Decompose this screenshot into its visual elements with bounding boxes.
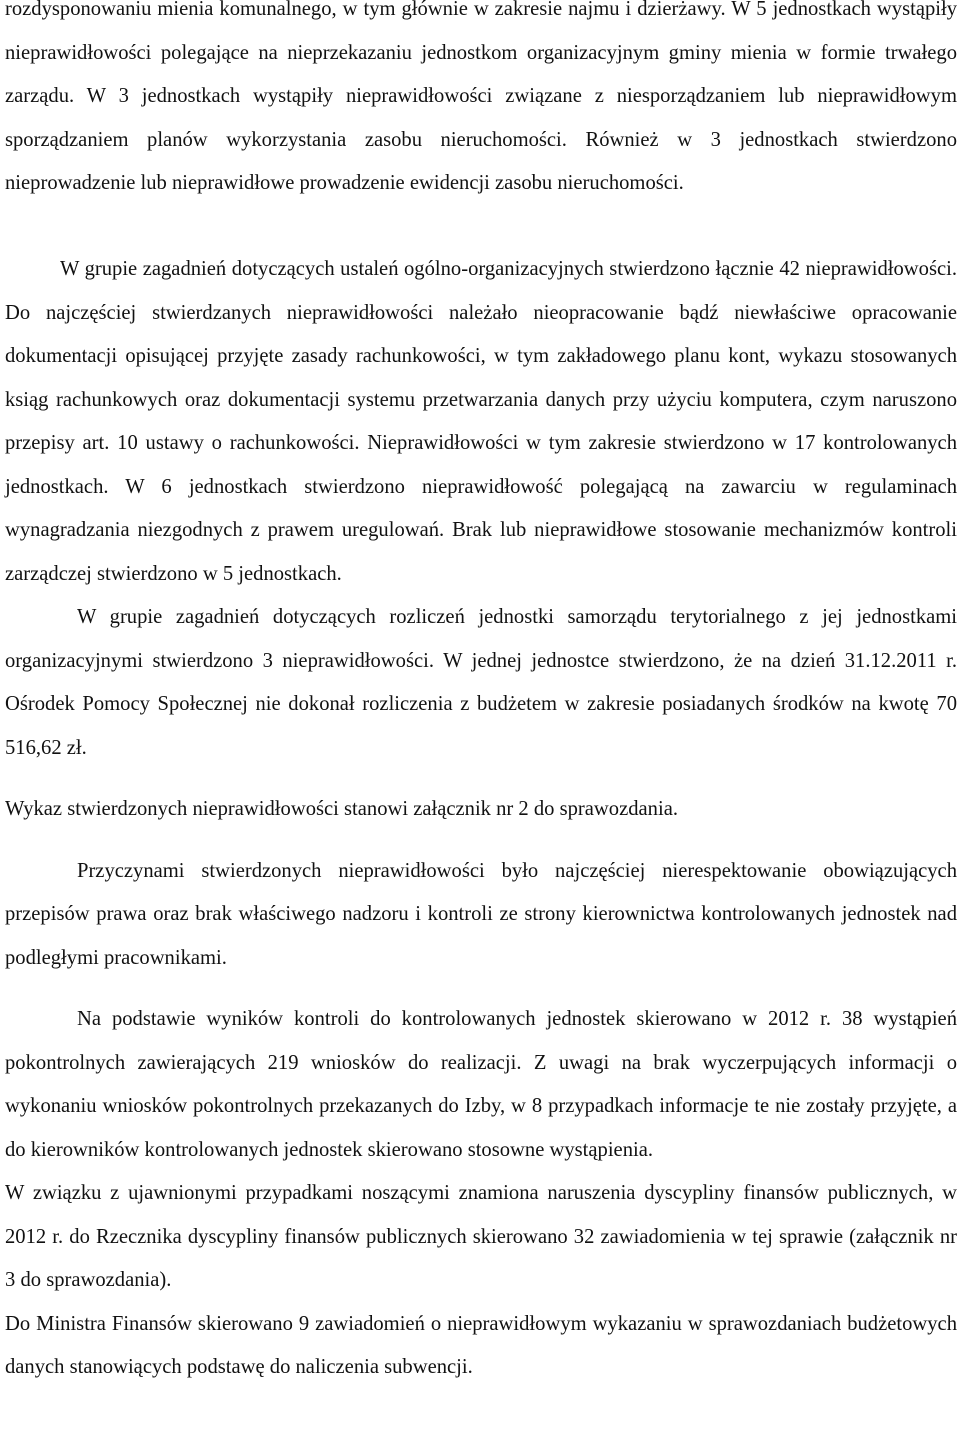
paragraph-property-management: rozdysponowaniu mienia komunalnego, w tym głównie w zakresie najmu i dzierżawy. W 5 jednostkach wystąpiły nieprawidłowości polegające na nieprzekazaniu jednostkom organizacyjnym gminy mienia w formie trwałego zarządu. W 3 jednostkach wystąpiły nieprawidłowości związane z niesporządzaniem lub nieprawidłowym sporządzaniem planów wykorzystania zasobu nieruchomości. Również w 3 jednostkach stwierdzono nieprowadzenie lub nieprawidłowe prowadzenie ewidencji zasobu nieruchomości. [5, 0, 957, 194]
paragraph-post-audit-recommendations: Na podstawie wyników kontroli do kontrolowanych jednostek skierowano w 2012 r. 38 wystąpień pokontrolnych zawierających 219 wniosków do realizacji. Z uwagi na brak wyczerpujących informacji o wykonaniu wniosków pokontrolnych przekazanych do Izby, w 8 przypadkach informacje te nie zostały przyjęte, a do kierowników kontrolowanych jednostek skierowano stosowne wystąpienia. [5, 1008, 957, 1161]
paragraph-fiscal-discipline: W związku z ujawnionymi przypadkami noszącymi znamiona naruszenia dyscypliny finansów publicznych, w 2012 r. do Rzecznika dyscypliny finansów publicznych skierowano 32 zawiadomienia w tej sprawie (załącznik nr 3 do sprawozdania). [5, 1182, 957, 1291]
document-body [5, 248, 957, 1390]
paragraph-attachment-reference: Wykaz stwierdzonych nieprawidłowości stanowi załącznik nr 2 do sprawozdania. [5, 798, 678, 820]
paragraph-settlements: W grupie zagadnień dotyczących rozliczeń jednostki samorządu terytorialnego z jej jednostkami organizacyjnymi stwierdzono 3 nieprawidłowości. W jednej jednostce stwierdzono, że na dzień 31.12.2011 r. Ośrodek Pomocy Społecznej nie dokonał rozliczenia z budżetem w zakresie posiadanych środków na kwotę 70 516,62 zł. [5, 606, 957, 759]
paragraph-ministry-notifications: Do Ministra Finansów skierowano 9 zawiadomień o nieprawidłowym wykazaniu w sprawozdaniach budżetowych danych stanowiących podstawę do naliczenia subwencji. [5, 1312, 957, 1378]
paragraph-causes: Przyczynami stwierdzonych nieprawidłowości było najczęściej nierespektowanie obowiązujących przepisów prawa oraz brak właściwego nadzoru i kontroli ze strony kierownictwa kontrolowanych jednostek nad podległymi pracownikami. [5, 859, 957, 969]
paragraph-organizational-findings: W grupie zagadnień dotyczących ustaleń ogólno-organizacyjnych stwierdzono łącznie 42 nieprawidłowości. Do najczęściej stwierdzanych nieprawidłowości należało nieopracowanie bądź niewłaściwe opracowanie dokumentacji opisującej przyjęte zasady rachunkowości, w tym zakładowego planu kont, wykazu stosowanych ksiąg rachunkowych oraz dokumentacji systemu przetwarzania danych przy użyciu komputera, czym naruszono przepisy art. 10 ustawy o rachunkowości. Nieprawidłowości w tym zakresie stwierdzono w 17 kontrolowanych jednostkach. W 6 jednostkach stwierdzono nieprawidłowość polegającą na zawarciu w regulaminach wynagradzania niezgodnych z prawem uregulowań. Brak lub nieprawidłowe stosowanie mechanizmów kontroli zarządczej stwierdzono w 5 jednostkach. [5, 258, 957, 585]
